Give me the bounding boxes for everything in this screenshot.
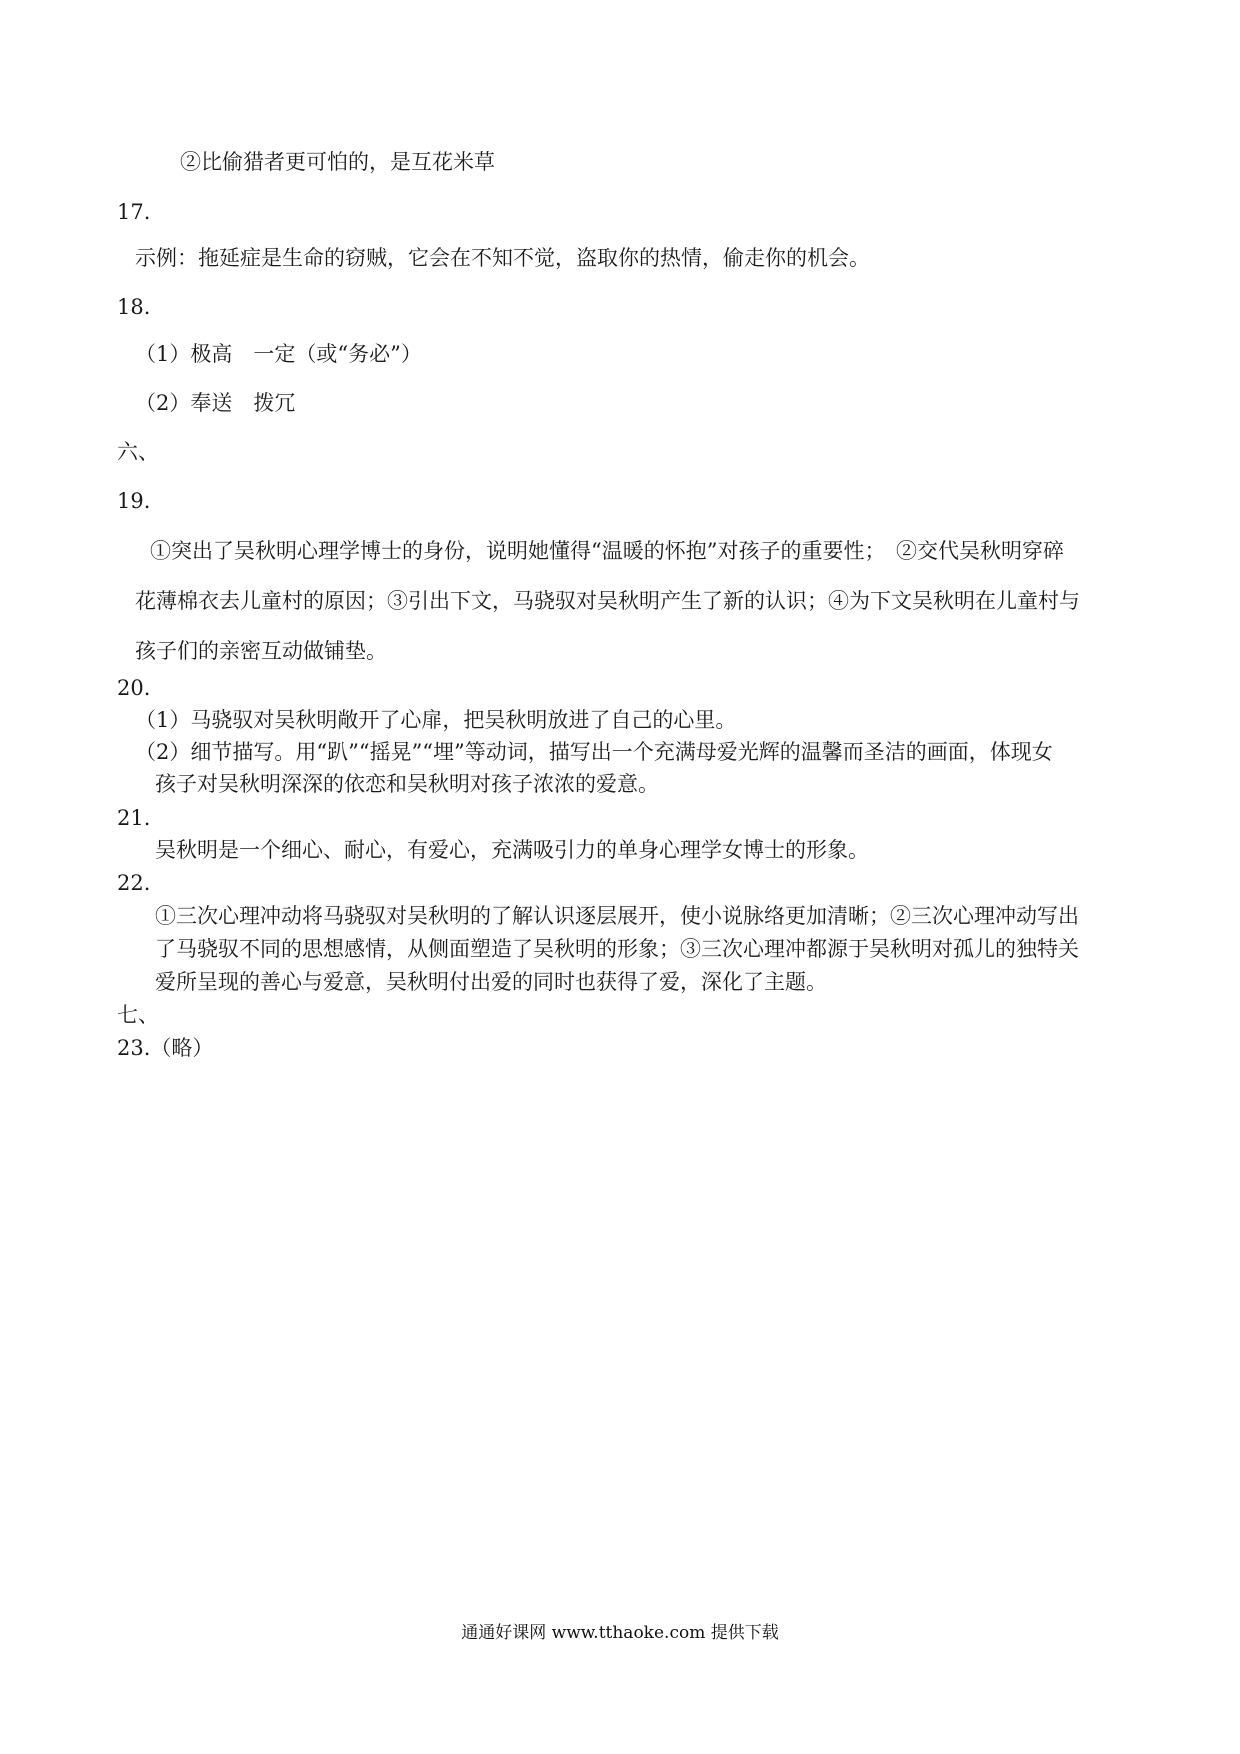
q20-part-1: （1）马骁驭对吴秋明敞开了心扉，把吴秋明放进了自己的心里。 [135, 708, 737, 732]
q18-part-2: （2）奉送 拨冗 [135, 391, 296, 415]
q20-part-2-line-1: （2）细节描写。用“趴”“摇晃”“埋”等动词，描写出一个充满母爱光辉的温馨而圣洁的画面，体现女 [135, 740, 1053, 764]
q19-answer-line-3: 孩子们的亲密互动做铺垫。 [135, 639, 387, 663]
q18-number: 18. [117, 295, 151, 319]
q20-number: 20. [117, 676, 151, 700]
q20-part-2-line-2: 孩子对吴秋明深深的依恋和吴秋明对孩子浓浓的爱意。 [155, 772, 659, 796]
q16-answer-line-2: ②比偷猎者更可怕的，是互花米草 [180, 150, 495, 174]
section-six-heading: 六、 [117, 440, 159, 464]
q22-answer-line-3: 爱所呈现的善心与爱意，吴秋明付出爱的同时也获得了爱，深化了主题。 [155, 970, 827, 994]
q19-number: 19. [117, 489, 151, 513]
q21-answer: 吴秋明是一个细心、耐心，有爱心，充满吸引力的单身心理学女博士的形象。 [155, 838, 869, 862]
q19-answer-line-1: ①突出了吴秋明心理学博士的身份，说明她懂得“温暖的怀抱”对孩子的重要性； ②交代吴秋明穿碎 [150, 539, 1064, 563]
q22-answer-line-1: ①三次心理冲动将马骁驭对吴秋明的了解认识逐层展开，使小说脉络更加清晰；②三次心理冲动写出 [155, 904, 1079, 928]
section-seven-heading: 七、 [117, 1003, 159, 1027]
q21-number: 21. [117, 806, 151, 830]
q17-number: 17. [117, 200, 151, 224]
q19-answer-line-2: 花薄棉衣去儿童村的原因；③引出下文，马骁驭对吴秋明产生了新的认识；④为下文吴秋明在儿童村与 [135, 589, 1080, 613]
q17-answer: 示例：拖延症是生命的窃贼，它会在不知不觉，盗取你的热情，偷走你的机会。 [135, 246, 870, 270]
q23-answer: 23.（略） [117, 1036, 214, 1060]
q18-part-1: （1）极高 一定（或“务必”） [135, 342, 422, 366]
q22-answer-line-2: 了马骁驭不同的思想感情，从侧面塑造了吴秋明的形象；③三次心理冲都源于吴秋明对孤儿的独特关 [155, 937, 1079, 961]
q22-number: 22. [117, 871, 151, 895]
footer-download-note: 通通好课网 www.tthaoke.com 提供下载 [461, 1623, 779, 1643]
